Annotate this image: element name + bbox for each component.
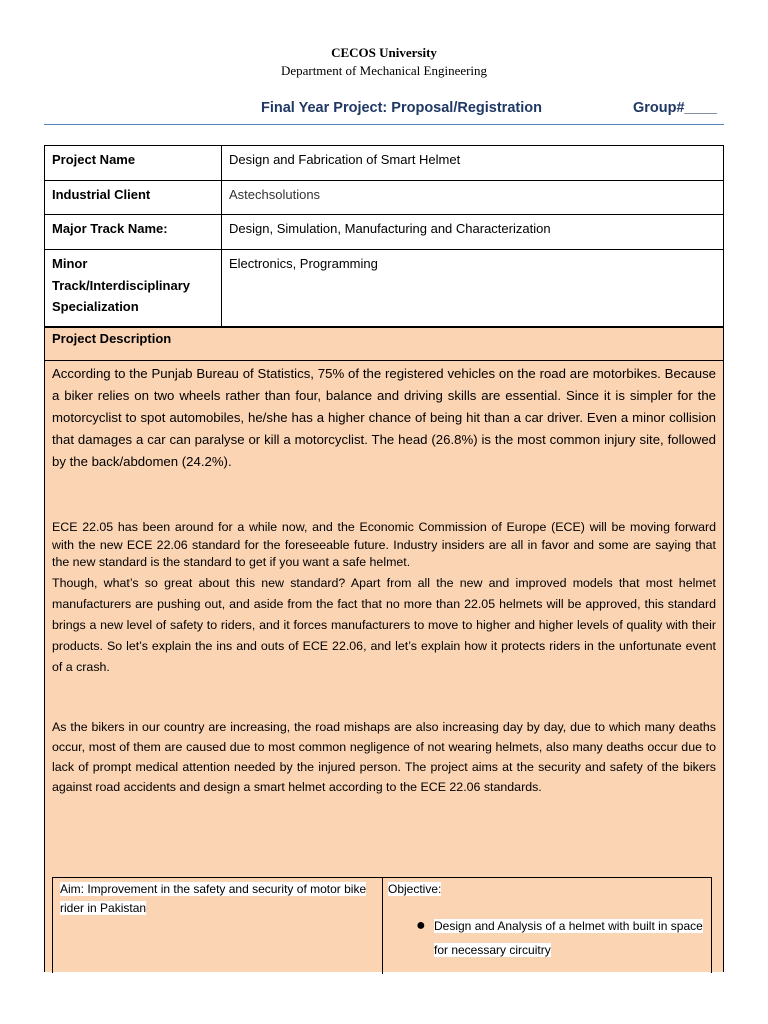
document-title: Final Year Project: Proposal/Registration [261, 100, 542, 116]
industrial-client-label: Industrial Client [45, 181, 222, 215]
project-description-heading: Project Description [45, 328, 723, 361]
university-name: CECOS University [331, 45, 437, 60]
aim-objective-table [52, 877, 712, 973]
objective-label: Objective: [388, 882, 442, 896]
description-paragraph-1: According to the Punjab Bureau of Statistics, 75% of the registered vehicles on the road are motorbikes. Because a biker relies on two wheels rather than four, balance and driving skills are essential. Since it is simpler for the motorcyclist to spot automobiles, he/she has a higher chance of being hit than a car driver. Even a minor collision that damages a car can paralyse or kill a motorcyclist. The head (26.8%) is the most common injury site, followed by the back/abdomen (24.2%). [52, 366, 716, 469]
aim-text: Aim: Improvement in the safety and security of motor bike rider in Pakistan [60, 882, 367, 915]
table-row [45, 181, 724, 215]
table-row [45, 250, 724, 327]
bullet-icon: ● [416, 917, 426, 934]
description-paragraph-4: As the bikers in our country are increasing, the road mishaps are also increasing day by day, due to which many deaths occur, most of them are caused due to most common negligence of not wearing helmets, also many deaths occur due to lack of prompt medical attention needed by the injured person. The project aims at the security and safety of the bikers against road accidents and design a smart helmet according to the ECE 22.06 standards. [52, 720, 716, 794]
description-paragraph-3: Though, what’s so great about this new standard? Apart from all the new and improved models that most helmet manufacturers are pushing out, and aside from the fact that no more than 22.05 helmets will be approved, this standard brings a new level of safety to riders, and it forces manufacturers to move to higher and higher levels of quality with their products. So let’s explain the ins and outs of ECE 22.06, and let’s explain how it protects riders in the unfortunate event of a crash. [52, 576, 716, 674]
industrial-client-value: Astechsolutions [222, 181, 724, 215]
table-row [45, 215, 724, 250]
minor-track-label: Minor Track/Interdisciplinary Specialization [45, 250, 222, 327]
major-track-label: Major Track Name: [45, 215, 222, 250]
objective-cell [383, 878, 712, 974]
department-name: Department of Mechanical Engineering [280, 63, 488, 78]
table-row [45, 146, 724, 181]
objective-item-text: Design and Analysis of a helmet with built in space for necessary circuitry [434, 919, 703, 957]
project-info-table [44, 145, 724, 327]
minor-track-value: Electronics, Programming [222, 250, 724, 327]
aim-cell [53, 878, 383, 974]
description-paragraph-2: ECE 22.05 has been around for a while now, and the Economic Commission of Europe (ECE) will be moving forward with the new ECE 22.06 standard for the foreseeable future. Industry insiders are all in favor and some are saying that the new standard is the standard to get if you want a safe helmet. [52, 520, 716, 569]
major-track-value: Design, Simulation, Manufacturing and Characterization [222, 215, 724, 250]
title-row [44, 98, 724, 120]
group-number: Group#____ [633, 100, 717, 116]
project-name-label: Project Name [45, 146, 222, 181]
project-name-value: Design and Fabrication of Smart Helmet [222, 146, 724, 181]
project-description-section [44, 327, 724, 972]
objective-item [434, 914, 709, 962]
title-divider [44, 124, 724, 125]
